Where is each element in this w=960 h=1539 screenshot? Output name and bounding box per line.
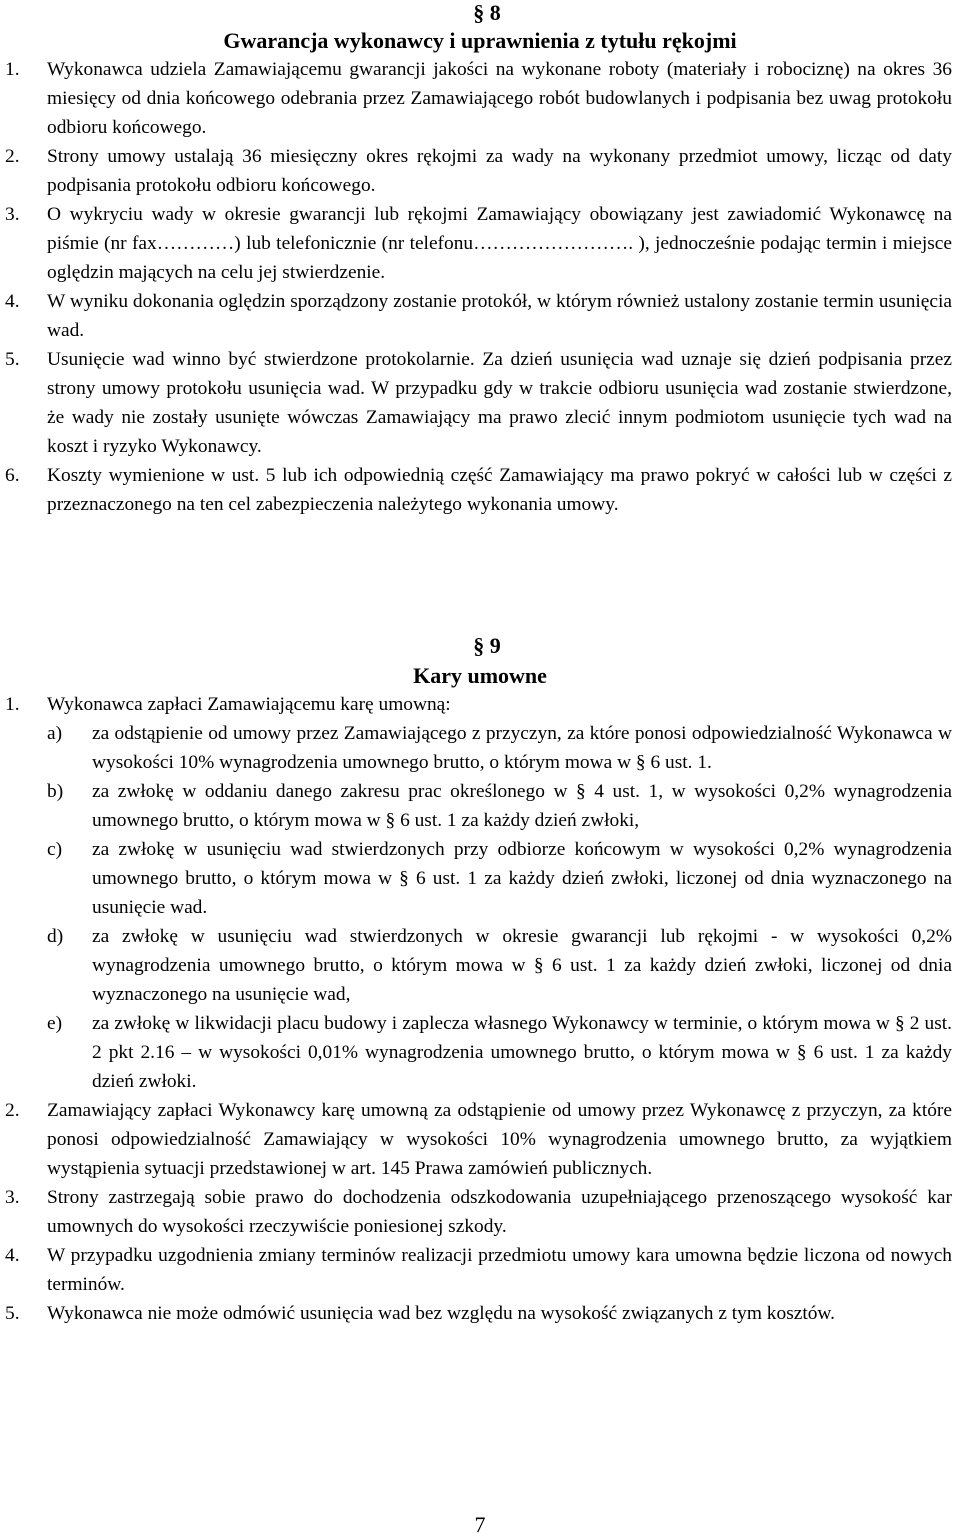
section-8 <box>0 0 960 519</box>
item-text: Zamawiający zapłaci Wykonawcy karę umowną za odstąpienie od umowy przez Wykonawcę z przyczyn, za które ponosi odpowiedzialność Zamawiający w wysokości 10% wynagrodzenia umownego brutto, za wyjątkiem wystąpienia sytuacji przedstawionej w art. 145 Prawa zamówień publicznych. <box>47 1100 952 1179</box>
sub-item <box>5 922 960 1009</box>
item-number: 3. <box>5 1187 20 1208</box>
page-number: 7 <box>474 1512 486 1537</box>
list-item <box>5 142 960 200</box>
item-text: Strony umowy ustalają 36 miesięczny okres rękojmi za wady na wykonany przedmiot umowy, licząc od daty podpisania protokołu odbioru końcowego. <box>47 146 952 196</box>
item-text: Strony zastrzegają sobie prawo do dochodzenia odszkodowania uzupełniającego przenoszącego wysokość kar umownych do wysokości rzeczywiście poniesionej szkody. <box>47 1187 952 1237</box>
list-item <box>5 345 960 461</box>
section-8-items <box>0 55 960 519</box>
section-9 <box>0 633 960 1328</box>
item-number: 5. <box>5 1303 20 1324</box>
item-number: 5. <box>5 349 20 370</box>
list-item <box>5 461 960 519</box>
sub-item-text: za zwłokę w oddaniu danego zakresu prac określonego w § 4 ust. 1, w wysokości 0,2% wynagrodzenia umownego brutto, o którym mowa w § 6 ust. 1 za każdy dzień zwłoki, <box>92 781 952 831</box>
item-number: 6. <box>5 465 20 486</box>
sub-item-letter: e) <box>47 1013 63 1034</box>
list-item <box>5 1241 960 1299</box>
item-text: W wyniku dokonania oględzin sporządzony zostanie protokół, w którym również ustalony zostanie termin usunięcia wad. <box>47 291 952 341</box>
list-item <box>5 287 960 345</box>
list-item <box>5 1183 960 1241</box>
sub-item-text: za odstąpienie od umowy przez Zamawiającego z przyczyn, za które ponosi odpowiedzialność Wykonawca w wysokości 10% wynagrodzenia umownego brutto, o którym mowa w § 6 ust. 1. <box>92 723 952 773</box>
item-number: 1. <box>5 59 20 80</box>
item-text: W przypadku uzgodnienia zmiany terminów realizacji przedmiotu umowy kara umowna będzie liczona od nowych terminów. <box>47 1245 952 1295</box>
section-9-heading <box>0 633 960 689</box>
sub-item <box>5 835 960 922</box>
item-text: Koszty wymienione w ust. 5 lub ich odpowiednią część Zamawiający ma prawo pokryć w całości lub w części z przeznaczonego na ten cel zabezpieczenia należytego wykonania umowy. <box>47 465 952 515</box>
sub-item <box>5 719 960 777</box>
item-text: O wykryciu wady w okresie gwarancji lub rękojmi Zamawiający obowiązany jest zawiadomić Wykonawcę na piśmie (nr fax…………) lub telefonicznie (nr telefonu……………………. ), jednocześnie podając termin i miejsce oględzin mających na celu jej stwierdzenie. <box>47 204 952 283</box>
item-number: 2. <box>5 146 20 167</box>
sub-item-text: za zwłokę w usunięciu wad stwierdzonych przy odbiorze końcowym w wysokości 0,2% wynagrodzenia umownego brutto, o którym mowa w § 6 ust. 1 za każdy dzień zwłoki, liczonej od dnia wyznaczonego na usunięcie wad. <box>92 839 952 918</box>
sub-item <box>5 777 960 835</box>
item-number: 2. <box>5 1100 20 1121</box>
item-number: 1. <box>5 694 20 715</box>
list-item <box>5 1299 960 1328</box>
list-item <box>5 1096 960 1183</box>
sub-item-text: za zwłokę w usunięciu wad stwierdzonych w okresie gwarancji lub rękojmi - w wysokości 0,2% wynagrodzenia umownego brutto, o którym mowa w § 6 ust. 1 za każdy dzień zwłoki, liczonej od dnia wyznaczonego na usunięcie wad, <box>92 926 952 1005</box>
item-text: Wykonawca nie może odmówić usunięcia wad bez względu na wysokość związanych z tym kosztów. <box>47 1303 836 1324</box>
sub-item-letter: a) <box>47 723 63 744</box>
list-item <box>5 690 960 719</box>
item-number: 4. <box>5 1245 20 1266</box>
item-number: 3. <box>5 204 20 225</box>
section-9-title: Kary umowne <box>413 663 547 688</box>
sub-item-text: za zwłokę w likwidacji placu budowy i zaplecza własnego Wykonawcy w terminie, o którym mowa w § 2 ust. 2 pkt 2.16 – w wysokości 0,01% wynagrodzenia umownego brutto, o którym mowa w § 6 ust. 1 za każdy dzień zwłoki. <box>92 1013 952 1092</box>
sub-item <box>5 1009 960 1096</box>
item-text: Wykonawca udziela Zamawiającemu gwarancji jakości na wykonane roboty (materiały i robociznę) na okres 36 miesięcy od dnia końcowego odebrania przez Zamawiającego robót budowlanych i podpisania bez uwag protokołu odbioru końcowego. <box>47 59 952 138</box>
list-item <box>5 200 960 287</box>
sub-item-letter: d) <box>47 926 64 947</box>
item-text: Wykonawca zapłaci Zamawiającemu karę umowną: <box>47 694 451 715</box>
section-9-items <box>0 690 960 1328</box>
section-8-sign: § 8 <box>473 0 501 25</box>
section-9-sign: § 9 <box>473 633 501 658</box>
sub-item-letter: b) <box>47 781 64 802</box>
list-item <box>5 55 960 142</box>
item-number: 4. <box>5 291 20 312</box>
section-8-title: Gwarancja wykonawcy i uprawnienia z tytułu rękojmi <box>223 28 737 53</box>
section-8-heading <box>0 0 960 54</box>
item-text: Usunięcie wad winno być stwierdzone protokolarnie. Za dzień usunięcia wad uznaje się dzień podpisania przez strony umowy protokołu usunięcia wad. W przypadku gdy w trakcie odbioru usunięcia wad zostanie stwierdzone, że wady nie zostały usunięte wówczas Zamawiający ma prawo zlecić innym podmiotom usunięcie tych wad na koszt i ryzyko Wykonawcy. <box>47 349 952 457</box>
sub-item-letter: c) <box>47 839 63 860</box>
